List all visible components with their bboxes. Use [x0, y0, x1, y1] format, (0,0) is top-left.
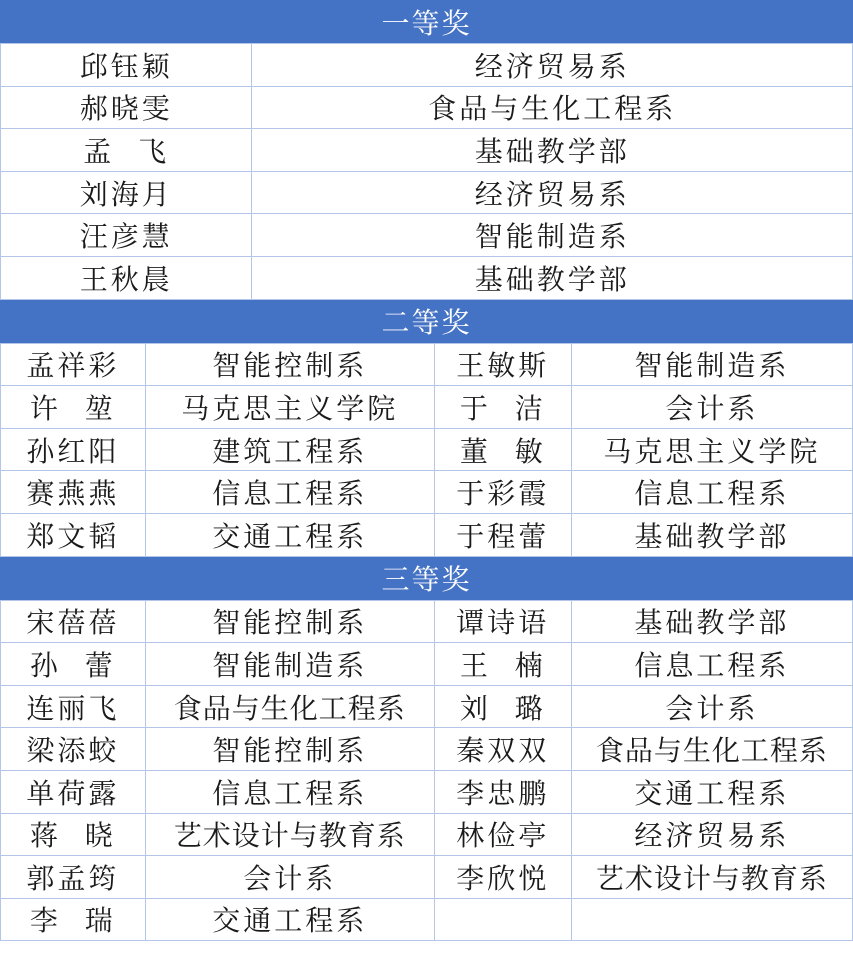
winner-department: 智能控制系	[146, 728, 435, 770]
winner-name: 单荷露	[1, 771, 146, 813]
winner-department: 基础教学部	[634, 519, 790, 553]
table-row	[1, 643, 852, 686]
winner-department: 信息工程系	[634, 648, 790, 682]
winner-name: 邱钰颖	[1, 44, 252, 86]
table-row	[1, 856, 852, 899]
table-row	[1, 429, 852, 472]
winner-department: 经济贸易系	[474, 177, 630, 211]
third-prize-list	[0, 601, 853, 942]
winner-department: 信息工程系	[146, 471, 435, 513]
table-row	[1, 386, 852, 429]
winner-name: 于彩霞	[435, 471, 572, 513]
winner-department: 基础教学部	[474, 262, 630, 296]
winner-department: 食品与生化工程系	[146, 686, 435, 728]
winner-name: 孙 蕾	[1, 643, 146, 685]
winner-name: 孟 飞	[1, 129, 252, 171]
section-header-first-prize: 一等奖	[0, 0, 853, 44]
winner-department: 基础教学部	[634, 606, 790, 640]
table-row	[1, 728, 852, 771]
winner-department: 交通工程系	[634, 776, 790, 810]
winner-name: 王 楠	[435, 643, 572, 685]
winner-name: 梁添蛟	[1, 728, 146, 770]
winner-name: 刘 璐	[435, 686, 572, 728]
winner-department: 智能控制系	[146, 601, 435, 643]
winner-department: 智能制造系	[146, 643, 435, 685]
winner-department: 建筑工程系	[146, 429, 435, 471]
winner-department: 交通工程系	[146, 899, 435, 941]
winner-department: 智能控制系	[146, 344, 435, 386]
winner-name: 于程蕾	[435, 514, 572, 556]
winner-name: 王秋晨	[1, 257, 252, 299]
winner-department: 会计系	[665, 391, 759, 425]
winner-department: 智能制造系	[474, 220, 630, 254]
table-row	[1, 899, 852, 942]
winner-department: 基础教学部	[474, 134, 630, 168]
table-row	[1, 214, 852, 257]
table-row	[1, 257, 852, 300]
winner-name: 秦双双	[435, 728, 572, 770]
winner-name: 孟祥彩	[1, 344, 146, 386]
table-row	[1, 172, 852, 215]
section-header-second-prize: 二等奖	[0, 300, 853, 344]
winner-name: 李欣悦	[435, 856, 572, 898]
winner-name: 郝晓雯	[1, 87, 252, 129]
second-prize-list	[0, 344, 853, 557]
winner-department: 经济贸易系	[634, 819, 790, 853]
table-row	[1, 686, 852, 729]
winner-name: 郭孟筠	[1, 856, 146, 898]
table-row	[1, 814, 852, 857]
winner-department: 食品与生化工程系	[595, 734, 828, 768]
table-row	[1, 87, 852, 130]
section-header-third-prize: 三等奖	[0, 557, 853, 601]
table-row	[1, 514, 852, 557]
winner-name: 林俭亭	[435, 814, 572, 856]
winner-name: 郑文韬	[1, 514, 146, 556]
winner-name: 董 敏	[435, 429, 572, 471]
winner-name: 蒋 晓	[1, 814, 146, 856]
first-prize-list	[0, 44, 853, 300]
winner-department: 交通工程系	[146, 514, 435, 556]
winner-department: 马克思主义学院	[603, 434, 821, 468]
winner-name: 李 瑞	[1, 899, 146, 941]
table-row	[1, 44, 852, 87]
winner-department: 经济贸易系	[474, 49, 630, 83]
winner-department: 会计系	[665, 691, 759, 725]
winner-department: 食品与生化工程系	[428, 92, 677, 126]
winner-department: 艺术设计与教育系	[595, 861, 828, 895]
winner-department: 智能制造系	[634, 349, 790, 383]
winner-department: 信息工程系	[146, 771, 435, 813]
winner-name: 连丽飞	[1, 686, 146, 728]
table-row	[1, 601, 852, 644]
empty-cell	[435, 899, 572, 941]
winner-name: 刘海月	[1, 172, 252, 214]
winner-department: 马克思主义学院	[146, 386, 435, 428]
winner-name: 于 洁	[435, 386, 572, 428]
winner-name: 谭诗语	[435, 601, 572, 643]
winner-department: 信息工程系	[634, 477, 790, 511]
winner-name: 许 堃	[1, 386, 146, 428]
empty-cell	[572, 899, 852, 941]
winner-name: 汪彦慧	[1, 214, 252, 256]
table-row	[1, 344, 852, 387]
winner-name: 宋蓓蓓	[1, 601, 146, 643]
winner-department: 艺术设计与教育系	[146, 814, 435, 856]
winner-name: 赛燕燕	[1, 471, 146, 513]
winner-name: 孙红阳	[1, 429, 146, 471]
table-row	[1, 129, 852, 172]
table-row	[1, 771, 852, 814]
table-row	[1, 471, 852, 514]
winner-name: 李忠鹏	[435, 771, 572, 813]
winner-name: 王敏斯	[435, 344, 572, 386]
winner-department: 会计系	[146, 856, 435, 898]
